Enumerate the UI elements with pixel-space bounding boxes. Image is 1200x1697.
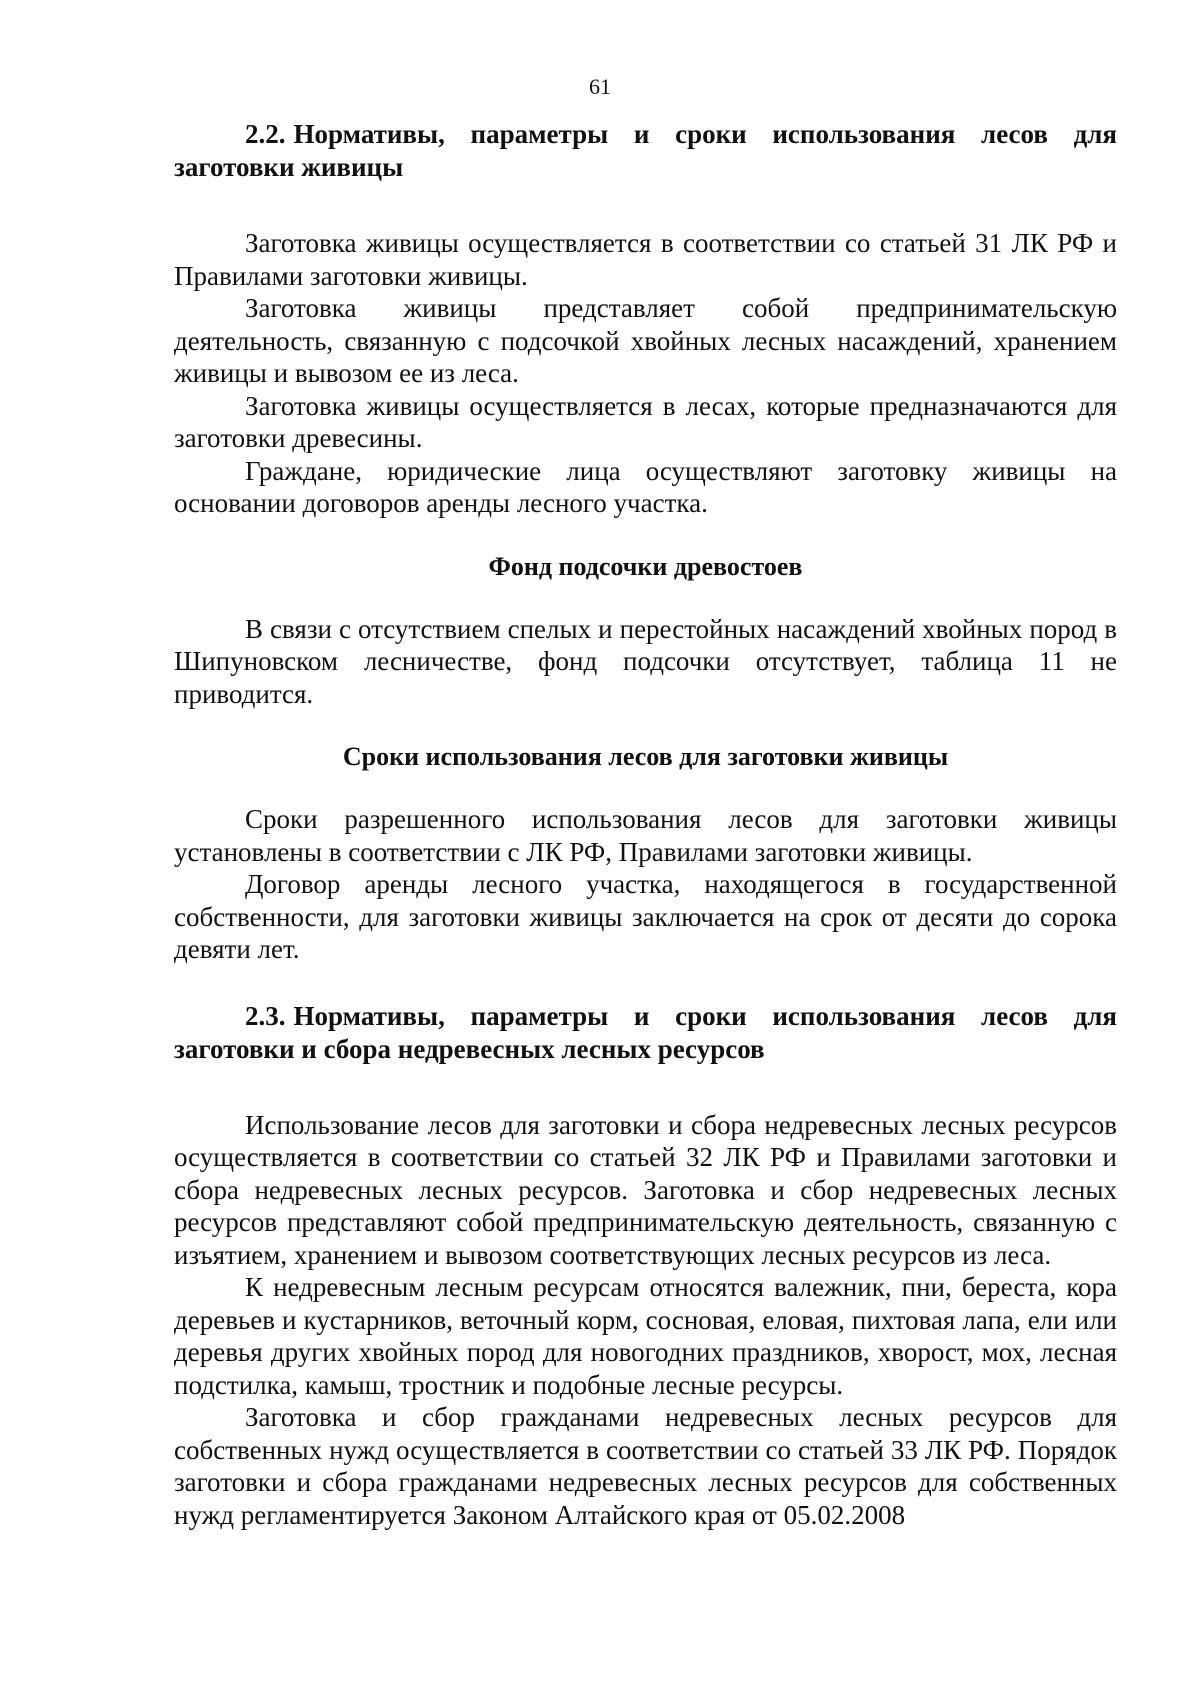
page-content: [174, 118, 1117, 1531]
paragraph: Граждане, юридические лица осуществляют заготовку живицы на основании договоров аренды лесного участка.: [174, 455, 1117, 518]
section-title: Нормативы, параметры и сроки использования лесов для заготовки и сбора недревесных лесных ресурсов: [174, 1000, 1117, 1064]
section-number: 2.3.: [245, 1000, 286, 1031]
spacer: [174, 710, 1117, 740]
spacer: [174, 966, 1117, 1000]
spacer: [174, 583, 1117, 613]
spacer: [174, 184, 1117, 227]
paragraph: Заготовка живицы осуществляется в соответствии со статьей 31 ЛК РФ и Правилами заготовки живицы.: [174, 228, 1117, 291]
section-number: 2.2.: [245, 119, 286, 149]
paragraph: Заготовка и сбор гражданами недревесных лесных ресурсов для собственных нужд осуществляется в соответствии со статьей 33 ЛК РФ. Порядок заготовки и сбора гражданами недревесных лесных ресурсов для собственных нужд регламентируется Законом Алтайского края от 05.02.2008: [174, 1402, 1117, 1530]
subheading-fund: Фонд подсочки древостоев: [488, 551, 803, 581]
paragraph: К недревесным лесным ресурсам относятся валежник, пни, береста, кора деревьев и кустарников, веточный корм, сосновая, еловая, пихтовая лапа, ели или деревья других хвойных пород для новогодних праздников, хворост, мох, лесная подстилка, камыш, тростник и подобные лесные ресурсы.: [174, 1272, 1117, 1400]
paragraph: Заготовка живицы осуществляется в лесах, которые предназначаются для заготовки древесины.: [174, 390, 1117, 453]
paragraph: Использование лесов для заготовки и сбора недревесных лесных ресурсов осуществляется в соответствии со статьей 32 ЛК РФ и Правилами заготовки и сбора недревесных лесных ресурсов. Заготовка и сбор недревесных лесных ресурсов представляют собой предпринимательскую деятельность, связанную с изъятием, хранением и вывозом соответствующих лесных ресурсов из леса.: [174, 1109, 1117, 1270]
paragraph: Договор аренды лесного участка, находящегося в государственной собственности, для заготовки живицы заключается на срок от десяти до сорока девяти лет.: [174, 869, 1117, 964]
section-heading-2-2: [174, 118, 1117, 184]
spacer: [174, 773, 1117, 803]
section-heading-2-3: [174, 1000, 1117, 1066]
paragraph: Сроки разрешенного использования лесов для заготовки живицы установлены в соответствии с ЛК РФ, Правилами заготовки живицы.: [174, 804, 1117, 867]
spacer: [174, 1066, 1117, 1109]
section-title: Нормативы, параметры и сроки использования лесов для заготовки живицы: [174, 119, 1117, 182]
subheading-terms: Сроки использования лесов для заготовки живицы: [342, 742, 949, 771]
spacer: [174, 520, 1117, 550]
page-number: 61: [589, 74, 611, 99]
paragraph: В связи с отсутствием спелых и перестойных насаждений хвойных пород в Шипуновском лесничестве, фонд подсочки отсутствует, таблица 11 не приводится.: [174, 613, 1117, 709]
paragraph: Заготовка живицы представляет собой предпринимательскую деятельность, связанную с подсочкой хвойных лесных насаждений, хранением живицы и вывозом ее из леса.: [174, 293, 1117, 388]
